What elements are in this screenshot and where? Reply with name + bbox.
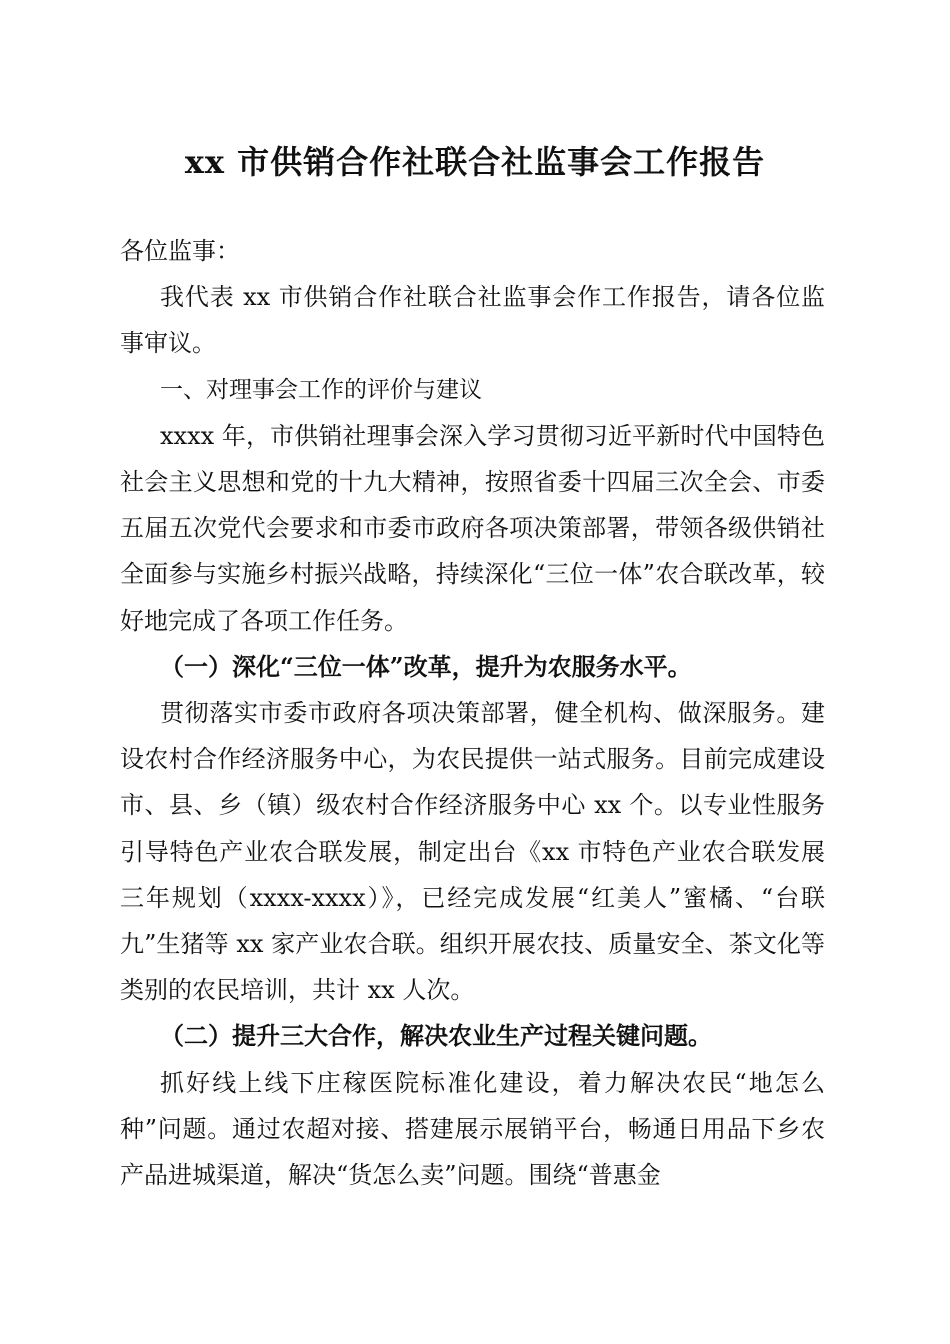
subsection-1-paragraph: 贯彻落实市委市政府各项决策部署，健全机构、做深服务。建设农村合作经济服务中心，为农民提供一站式服务。目前完成建设市、县、乡（镇）级农村合作经济服务中心 xx 个。以专业性服务引导特色产业农合联发展，制定出台《xx 市特色产业农合联发展三年规划（xxxx-xxxx）》，已经完成发展“红美人”蜜橘、“台联九”生猪等 xx 家产业农合联。组织开展农技、质量安全、茶文化等类别的农民培训，共计 xx 人次。: [120, 699, 825, 1005]
subsection-2-paragraph: 抓好线上线下庄稼医院标准化建设，着力解决农民“地怎么种”问题。通过农超对接、搭建展示展销平台，畅通日用品下乡农产品进城渠道，解决“货怎么卖”问题。围绕“普惠金: [120, 1068, 825, 1190]
subsection-1-heading: （一）深化“三位一体”改革，提升为农服务水平。: [160, 651, 692, 681]
section-1-paragraph: xxxx 年，市供销社理事会深入学习贯彻习近平新时代中国特色社会主义思想和党的十九大精神，按照省委十四届三次全会、市委五届五次党代会要求和市委市政府各项决策部署，带领各级供销社全面参与实施乡村振兴战略，持续深化“三位一体”农合联改革，较好地完成了各项工作任务。: [120, 421, 825, 635]
document-title: xx 市供销合作社联合社监事会工作报告: [184, 143, 766, 181]
subsection-2-heading: （二）提升三大合作，解决农业生产过程关键问题。: [160, 1021, 712, 1051]
document-body: [120, 228, 825, 1198]
salutation: 各位监事：: [120, 237, 240, 265]
section-1-heading: 一、对理事会工作的评价与建议: [160, 376, 482, 403]
intro-paragraph: 我代表 xx 市供销合作社联合社监事会作工作报告，请各位监事审议。: [120, 283, 825, 358]
